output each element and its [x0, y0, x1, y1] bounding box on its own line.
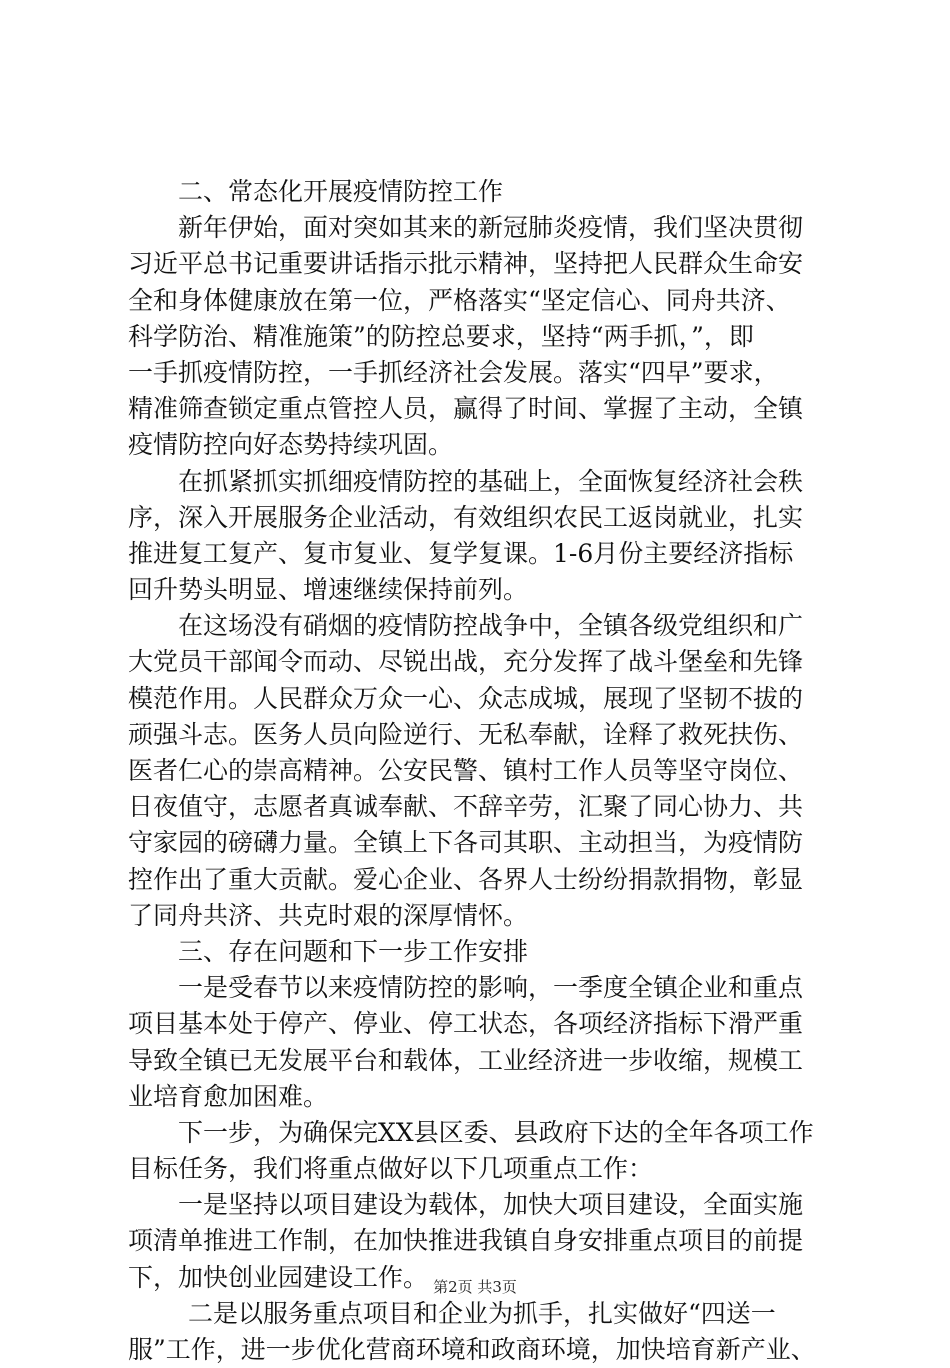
text-line: 大党员干部闻令而动、尽锐出战，充分发挥了战斗堡垒和先锋	[128, 647, 804, 677]
text-line: 三、存在问题和下一步工作安排	[178, 936, 529, 966]
text-line: 下，加快创业园建设工作。	[128, 1262, 429, 1292]
text-line: 推进复工复产、复市复业、复学复课。1-6月份主要经济指标	[128, 538, 794, 568]
text-line: 新年伊始，面对突如其来的新冠肺炎疫情，我们坚决贯彻	[178, 213, 804, 243]
text-line: 导致全镇已无发展平台和载体，工业经济进一步收缩，规模工	[128, 1045, 804, 1075]
text-line: 疫情防控向好态势持续巩固。	[128, 430, 454, 460]
text-line: 二、常态化开展疫情防控工作	[178, 177, 504, 206]
text-line: 项目基本处于停产、停业、停工状态，各项经济指标下滑严重	[128, 1009, 804, 1039]
text-line: 医者仁心的崇高精神。公安民警、镇村工作人员等坚守岗位、	[128, 756, 804, 785]
text-line: 在抓紧抓实抓细疫情防控的基础上，全面恢复经济社会秩	[178, 466, 804, 496]
text-line: 一是受春节以来疫情防控的影响，一季度全镇企业和重点	[178, 973, 804, 1003]
text-line: 控作出了重大贡献。爱心企业、各界人士纷纷捐款捐物，彰显	[128, 864, 804, 894]
text-line: 模范作用。人民群众万众一心、众志成城，展现了坚韧不拔的	[128, 683, 804, 713]
text-line: 守家园的磅礴力量。全镇上下各司其职、主动担当，为疫情防	[128, 828, 804, 858]
text-line: 精准筛查锁定重点管控人员，赢得了时间、掌握了主动，全镇	[128, 394, 804, 424]
text-line: 一手抓疫情防控，一手抓经济社会发展。落实“四早”要求，	[128, 357, 779, 387]
text-line: 科学防治、精准施策”的防控总要求，坚持“两手抓，”，即	[128, 321, 754, 351]
text-line: 服”工作，进一步优化营商环境和政商环境，加快培育新产业、	[128, 1335, 816, 1364]
text-line: 二是以服务重点项目和企业为抓手，扎实做好“四送一	[188, 1298, 776, 1328]
text-line: 下一步，为确保完XX县区委、县政府下达的全年各项工作	[178, 1117, 814, 1147]
text-line: 序，深入开展服务企业活动，有效组织农民工返岗就业，扎实	[128, 502, 804, 532]
text-line: 了同舟共济、共克时艰的深厚情怀。	[128, 900, 529, 930]
text-line: 回升势头明显、增速继续保持前列。	[128, 575, 529, 605]
text-line: 项清单推进工作制，在加快推进我镇自身安排重点项目的前提	[128, 1226, 804, 1256]
text-line: 习近平总书记重要讲话指示批示精神，坚持把人民群众生命安	[128, 249, 804, 279]
text-line: 在这场没有硝烟的疫情防控战争中，全镇各级党组织和广	[178, 611, 804, 641]
document-body	[128, 174, 832, 1368]
text-line: 全和身体健康放在第一位，严格落实“坚定信心、同舟共济、	[128, 285, 791, 315]
text-line: 业培育愈加困难。	[128, 1081, 329, 1111]
text-line: 目标任务，我们将重点做好以下几项重点工作：	[128, 1154, 654, 1184]
page-footer: 第2页 共3页	[433, 1278, 517, 1296]
text-line: 日夜值守，志愿者真诚奉献、不辞辛劳，汇聚了同心协力、共	[128, 792, 804, 822]
text-line: 顽强斗志。医务人员向险逆行、无私奉献，诠释了救死扶伤、	[128, 719, 804, 749]
text-line: 一是坚持以项目建设为载体，加快大项目建设，全面实施	[178, 1190, 804, 1220]
